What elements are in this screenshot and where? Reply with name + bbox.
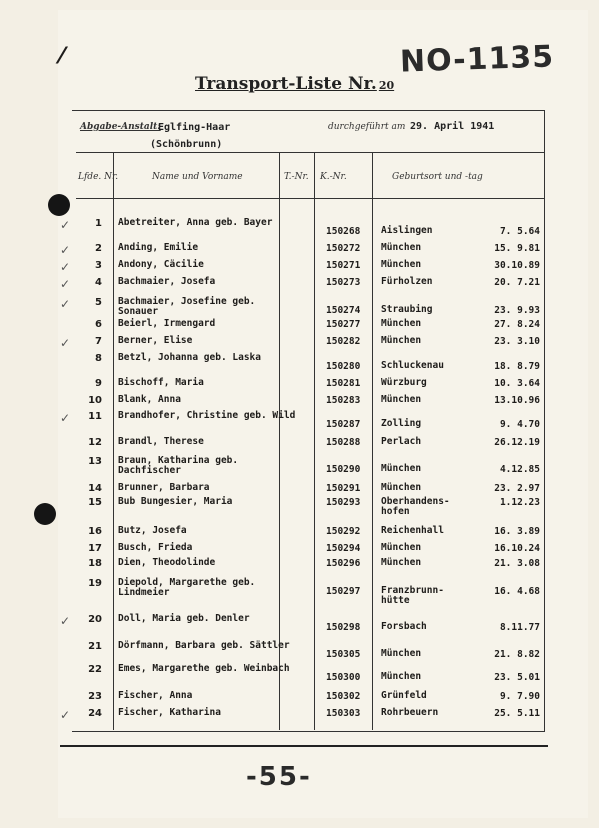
row-birthplace: München [381,648,422,659]
row-number: 6 [95,319,102,330]
row-birthplace: München [381,394,422,405]
row-number: 9 [95,378,102,389]
title-number: 20 [378,79,395,92]
row-birthplace: München [381,318,422,329]
col-header-k-nr: K.-Nr. [320,172,347,182]
row-k-nr: 150273 [326,277,361,288]
row-birthdate: 16. 4.68 [494,586,540,597]
row-birthdate: 23. 3.10 [494,336,540,347]
row-birthdate: 27. 8.24 [494,319,540,330]
col-header-geburt: Geburtsort und -tag [392,172,483,182]
row-birthdate: 15. 9.81 [494,243,540,254]
row-birthdate: 21. 8.82 [494,649,540,660]
row-k-nr: 150291 [326,483,361,494]
check-mark-icon: ✓ [60,260,71,274]
row-birthplace: München [381,482,422,493]
row-number: 7 [95,336,102,347]
row-birthdate: 16. 3.89 [494,526,540,537]
row-birthdate: 13.10.96 [494,395,540,406]
row-k-nr: 150290 [326,464,361,475]
row-number: 1 [95,218,102,229]
bottom-rule [60,745,548,747]
row-k-nr: 150277 [326,319,361,330]
check-mark-icon: ✓ [60,411,71,425]
row-k-nr: 150268 [326,226,361,237]
row-birthdate: 7. 5.64 [499,226,540,237]
table-row [76,456,544,484]
row-k-nr: 150300 [326,672,361,683]
row-k-nr: 150282 [326,336,361,347]
row-k-nr: 150281 [326,378,361,389]
row-number: 16 [88,526,102,537]
row-name: Bischoff, Maria [118,377,204,388]
check-mark-icon: ✓ [60,708,71,722]
row-k-nr: 150292 [326,526,361,537]
row-birthdate: 21. 3.08 [494,558,540,569]
row-name: Dörfmann, Barbara geb. Sättler [118,640,290,651]
table-row [76,497,544,525]
row-name: Butz, Josefa [118,525,187,536]
row-k-nr: 150280 [326,361,361,372]
row-number: 23 [88,691,102,702]
document-stamp: NO-1135 [399,39,555,80]
row-birthplace: Fürholzen [381,276,433,287]
punch-hole-bottom [34,503,56,525]
row-number: 3 [95,260,102,271]
row-k-nr: 150272 [326,243,361,254]
row-birthdate: 23. 2.97 [494,483,540,494]
row-k-nr: 150293 [326,497,361,508]
row-number: 20 [88,614,102,625]
row-name: Bachmaier, Josefine geb. Sonauer [118,296,256,317]
row-number: 14 [88,483,102,494]
row-birthdate: 4.12.85 [499,464,540,475]
table-row [60,410,544,439]
row-name: Fischer, Katharina [118,707,221,718]
check-mark-icon: ✓ [60,614,71,628]
check-mark-icon: ✓ [60,336,71,350]
row-birthplace: München [381,557,422,568]
table-row [76,664,544,692]
row-birthdate: 23. 5.01 [494,672,540,683]
row-birthdate: 8.11.77 [499,622,540,633]
row-name: Braun, Katharina geb. Dachfischer [118,455,239,476]
institution-value: Eglfing-Haar [158,122,231,133]
corner-mark: ⁄ [60,44,64,69]
row-name: Bachmaier, Josefa [118,276,216,287]
row-number: 13 [88,456,102,467]
row-name: Busch, Frieda [118,542,193,553]
row-number: 24 [88,708,102,719]
row-name: Brunner, Barbara [118,482,210,493]
row-k-nr: 150287 [326,419,361,430]
col-header-t-nr: T.-Nr. [284,172,309,182]
row-name: Dien, Theodolinde [118,557,216,568]
row-name: Diepold, Margarethe geb. Lindmeier [118,577,256,598]
page-title [195,74,394,94]
row-k-nr: 150296 [326,558,361,569]
row-birthdate: 23. 9.93 [494,305,540,316]
row-birthplace: München [381,542,422,553]
row-name: Emes, Margarethe geb. Weinbach [118,663,290,674]
row-k-nr: 150298 [326,622,361,633]
row-number: 18 [88,558,102,569]
check-mark-icon: ✓ [60,218,71,232]
row-birthdate: 16.10.24 [494,543,540,554]
row-name: Betzl, Johanna geb. Laska [118,352,261,363]
row-name: Doll, Maria geb. Denler [118,613,250,624]
table-row [60,707,544,736]
row-birthplace: Reichenhall [381,525,444,536]
table-row [76,578,544,606]
row-k-nr: 150297 [326,586,361,597]
date-done-value: 29. April 1941 [410,121,495,132]
title-text: Transport-Liste Nr. [195,74,377,94]
row-name: Andony, Cäcilie [118,259,204,270]
row-number: 4 [95,277,102,288]
durchgefuehrt-label: durchgeführt am [328,122,406,132]
row-name: Beierl, Irmengard [118,318,216,329]
row-birthplace: München [381,463,422,474]
row-birthplace: Grünfeld [381,690,427,701]
row-birthplace: Schluckenau [381,360,444,371]
col-header-lfde-nr: Lfde. Nr. [78,172,119,182]
page-number: -55- [246,762,312,792]
row-k-nr: 150303 [326,708,361,719]
row-name: Abetreiter, Anna geb. Bayer [118,217,273,228]
row-birthdate: 9. 4.70 [499,419,540,430]
row-k-nr: 150302 [326,691,361,702]
row-name: Fischer, Anna [118,690,193,701]
row-name: Anding, Emilie [118,242,199,253]
row-number: 21 [88,641,102,652]
abgabe-label: Abgabe-Anstalt: [80,122,161,132]
row-birthplace: Rohrbeuern [381,707,439,718]
punch-hole-top [48,194,70,216]
row-birthdate: 30.10.89 [494,260,540,271]
header-rule-top [76,152,544,153]
row-k-nr: 150274 [326,305,361,316]
row-name: Brandl, Therese [118,436,204,447]
row-birthplace: München [381,259,422,270]
row-number: 12 [88,437,102,448]
row-number: 22 [88,664,102,675]
row-number: 19 [88,578,102,589]
row-birthdate: 20. 7.21 [494,277,540,288]
row-name: Blank, Anna [118,394,181,405]
header-rule-bottom [76,198,544,199]
row-birthplace: Würzburg [381,377,427,388]
check-mark-icon: ✓ [60,277,71,291]
row-k-nr: 150283 [326,395,361,406]
row-number: 10 [88,395,102,406]
row-birthplace: Straubing [381,304,433,315]
row-name: Bub Bungesier, Maria [118,496,233,507]
row-birthdate: 1.12.23 [499,497,540,508]
table-row [60,613,544,642]
row-birthplace: Franzbrunn-hütte [381,585,444,606]
row-birthplace: München [381,671,422,682]
row-k-nr: 150271 [326,260,361,271]
row-birthdate: 10. 3.64 [494,378,540,389]
row-number: 17 [88,543,102,554]
row-k-nr: 150305 [326,649,361,660]
row-birthdate: 9. 7.90 [499,691,540,702]
row-birthdate: 18. 8.79 [494,361,540,372]
row-number: 5 [95,297,102,308]
row-number: 11 [88,411,102,422]
row-birthdate: 26.12.19 [494,437,540,448]
row-number: 2 [95,243,102,254]
row-birthplace: Oberhandens-hofen [381,496,450,517]
row-name: Berner, Elise [118,335,193,346]
row-birthplace: München [381,242,422,253]
col-header-name: Name und Vorname [152,172,243,182]
row-number: 8 [95,353,102,364]
row-number: 15 [88,497,102,508]
row-birthplace: Aislingen [381,225,433,236]
row-birthdate: 25. 5.11 [494,708,540,719]
institution-sub-value: (Schönbrunn) [150,139,223,150]
row-k-nr: 150288 [326,437,361,448]
row-birthplace: Forsbach [381,621,427,632]
row-k-nr: 150294 [326,543,361,554]
row-birthplace: Perlach [381,436,422,447]
check-mark-icon: ✓ [60,243,71,257]
row-birthplace: Zolling [381,418,422,429]
row-birthplace: München [381,335,422,346]
row-name: Brandhofer, Christine geb. Wild [118,410,296,421]
check-mark-icon: ✓ [60,297,71,311]
